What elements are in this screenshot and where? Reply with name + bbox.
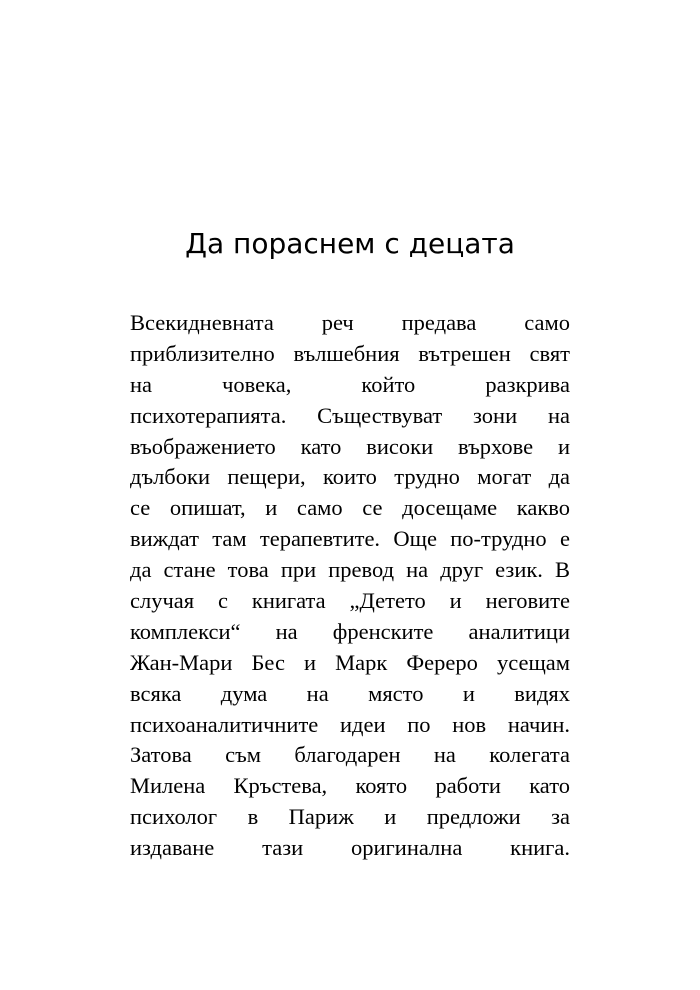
- text-line: Милена Кръстева, която работи като: [130, 773, 570, 799]
- text-line: виждат там терапевтите. Още по-трудно е: [130, 526, 570, 552]
- text-line: случая с книгата „Детето и неговите: [130, 588, 570, 614]
- text-line: комплекси“ на френските аналитици: [130, 618, 570, 644]
- text-line: Затова съм благодарен на колегата: [130, 742, 570, 768]
- text-line: въображението като високи върхове и: [130, 433, 570, 459]
- text-line: Жан-Мари Бес и Марк Фереро усещам: [130, 649, 570, 675]
- text-line: психолог в Париж и предложи за: [130, 804, 570, 830]
- body-paragraph: [130, 308, 570, 864]
- chapter-title: Да пораснем с децата: [185, 227, 515, 260]
- text-line: издаване тази оригинална книга.: [130, 835, 570, 861]
- text-line: дълбоки пещери, които трудно могат да: [130, 464, 570, 490]
- text-line: всяка дума на място и видях: [130, 680, 570, 706]
- text-line: да стане това при превод на друг език. В: [130, 557, 570, 583]
- text-line: на човека, който разкрива: [130, 371, 570, 397]
- text-line: психотерапията. Съществуват зони на: [130, 402, 570, 428]
- text-line: психоаналитичните идеи по нов начин.: [130, 711, 570, 737]
- text-line: приблизително вълшебния вътрешен свят: [130, 340, 570, 366]
- text-line: Всекидневната реч предава само: [130, 310, 570, 335]
- text-line: се опишат, и само се досещаме какво: [130, 495, 570, 521]
